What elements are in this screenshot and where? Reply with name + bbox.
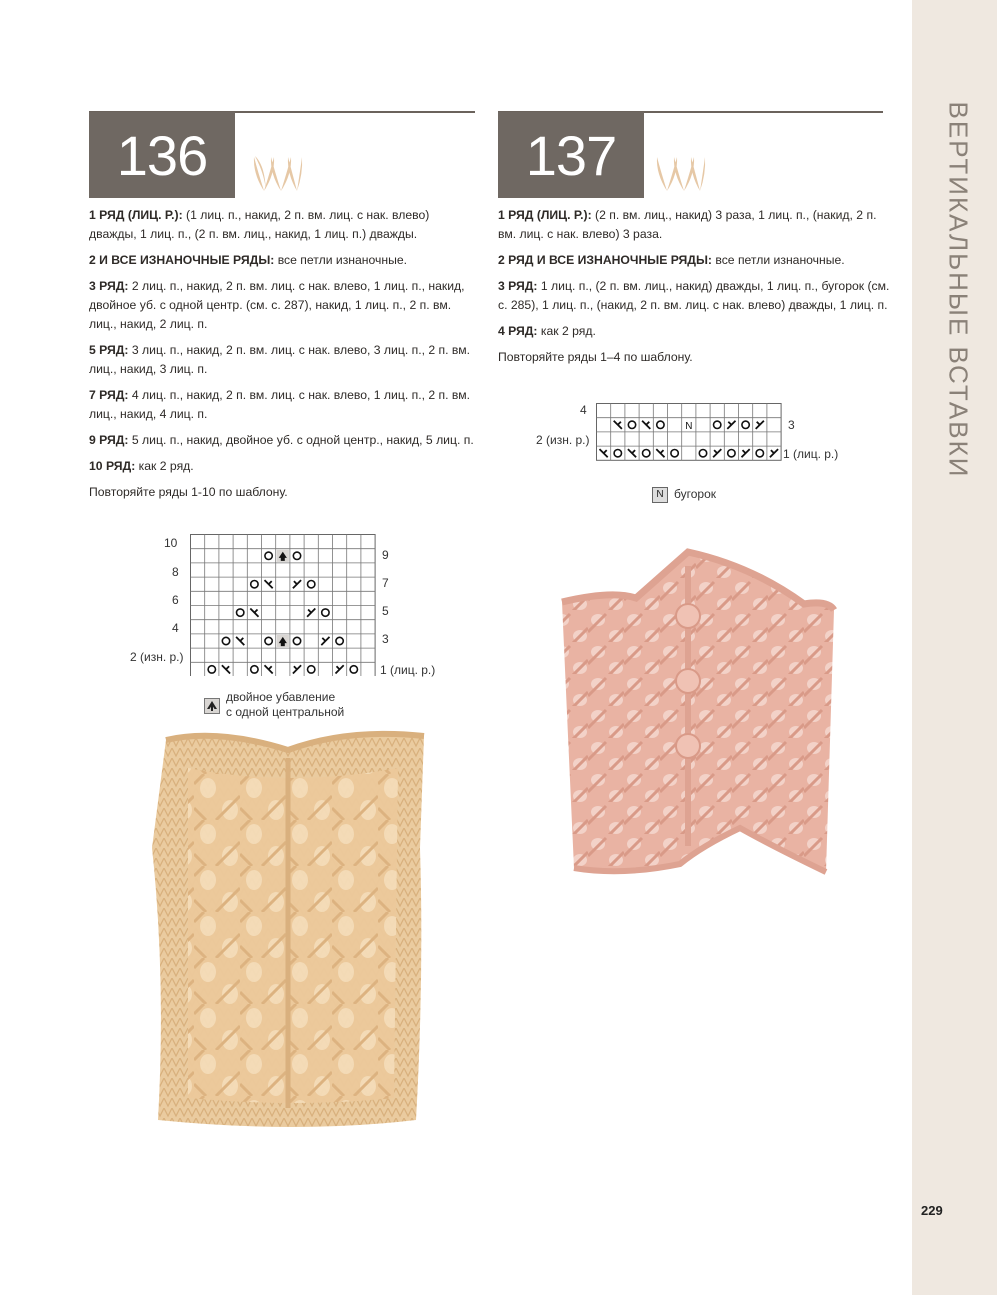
bobble-legend-symbol: N [652,487,668,503]
stitch-v-icon [656,154,706,194]
pattern-137-number: 137 [498,112,644,198]
row-text: 4 лиц. п., накид, 2 п. вм. лиц. с нак. влево, 1 лиц. п., 2 п. вм. лиц., накид, 4 лиц. п. [89,388,471,421]
chart-row-label: 9 [382,548,389,562]
row-text: 2 лиц. п., накид, 2 п. вм. лиц. с нак. влево, 1 лиц. п., накид, двойное уб. с одной центр. (см. с. 287), накид, 1 лиц. п., 2 п. вм. лиц., накид, 2 лиц. п. [89,279,465,331]
legend-text: бугорок [674,487,716,501]
row-label: 4 РЯД: [498,324,538,338]
row-text: как 2 ряд. [537,324,596,338]
row-text: (1 лиц. п., накид, 2 п. вм. лиц. с нак. влево) дважды, 1 лиц. п., (2 п. вм. лиц., накид, 1 лиц. п.) дважды. [89,208,430,241]
chart-row-label: 4 [172,621,179,635]
chart-row-label: 3 [382,632,389,646]
chart-row-label: 2 (изн. р.) [536,433,590,447]
chart-row-label: 5 [382,604,389,618]
chart-row-label: 10 [164,536,178,550]
row-instruction [498,322,890,341]
row-label: 3 РЯД: [498,279,538,293]
row-label: 2 РЯД И ВСЕ ИЗНАНОЧНЫЕ РЯДЫ: [498,253,712,267]
legend-line: двойное убавление [226,690,336,704]
row-label: 2 И ВСЕ ИЗНАНОЧНЫЕ РЯДЫ: [89,253,275,267]
pattern-137-chart [596,403,782,461]
row-text: все петли изнаночные. [274,253,408,267]
row-label: 5 РЯД: [89,343,129,357]
row-instruction [89,386,479,424]
chart-row-label: 3 [788,418,795,432]
row-text: 5 лиц. п., накид, двойное уб. с одной центр., накид, 5 лиц. п. [128,433,474,447]
pattern-136-swatch-photo [148,728,440,1128]
row-instruction [498,206,890,244]
page-number: 229 [921,1203,943,1218]
pattern-137-instructions [498,206,890,374]
chart-row-label: 4 [580,403,587,417]
chart-row-label: 1 (лиц. р.) [783,447,839,461]
chart-row-label: 7 [382,576,389,590]
row-instruction [89,431,479,450]
row-text: 1 лиц. п., (2 п. вм. лиц., накид) дважды, 1 лиц. п., бугорок (см. с. 285), 1 лиц. п., (накид, 2 п. вм. лиц. с нак. влево) дважды, 1 лиц. п. [498,279,890,312]
row-text: как 2 ряд. [135,459,194,473]
bobble-symbol: N [685,420,693,432]
row-text: все петли изнаночные. [711,253,845,267]
chart-row-label: 1 (лиц. р.) [380,663,436,677]
stitch-v-icon [253,154,303,194]
row-instruction [89,251,479,270]
chart-row-label: 2 (изн. р.) [130,650,184,664]
row-instruction [498,251,890,270]
double-decrease-icon [204,698,220,714]
row-label: 9 РЯД: [89,433,129,447]
row-label: 1 РЯД (ЛИЦ. Р.): [498,208,592,222]
repeat-note: Повторяйте ряды 1-10 по шаблону. [89,485,288,499]
row-instruction [89,206,479,244]
pattern-136-number: 136 [89,112,235,198]
row-instruction [89,341,479,379]
legend-text [226,690,344,720]
row-label: 3 РЯД: [89,279,129,293]
row-label: 10 РЯД: [89,459,136,473]
row-label: 1 РЯД (ЛИЦ. Р.): [89,208,183,222]
chart-row-label: 8 [172,565,179,579]
row-text: 3 лиц. п., накид, 2 п. вм. лиц. с нак. влево, 3 лиц. п., 2 п. вм. лиц., накид, 3 лиц. п. [89,343,471,376]
row-instruction [89,277,479,334]
row-instruction [89,457,479,476]
row-text: (2 п. вм. лиц., накид) 3 раза, 1 лиц. п., (накид, 2 п. вм. лиц. с нак. влево) 3 раза. [498,208,877,241]
pattern-136-instructions [89,206,479,509]
row-instruction [498,277,890,315]
pattern-137-swatch-photo [552,546,838,886]
row-label: 7 РЯД: [89,388,129,402]
chart-row-label: 6 [172,593,179,607]
legend-line: с одной центральной [226,705,345,719]
pattern-136-chart [190,534,376,676]
sidebar-title: ВЕРТИКАЛЬНЫЕ ВСТАВКИ [943,101,974,479]
repeat-note: Повторяйте ряды 1–4 по шаблону. [498,350,693,364]
